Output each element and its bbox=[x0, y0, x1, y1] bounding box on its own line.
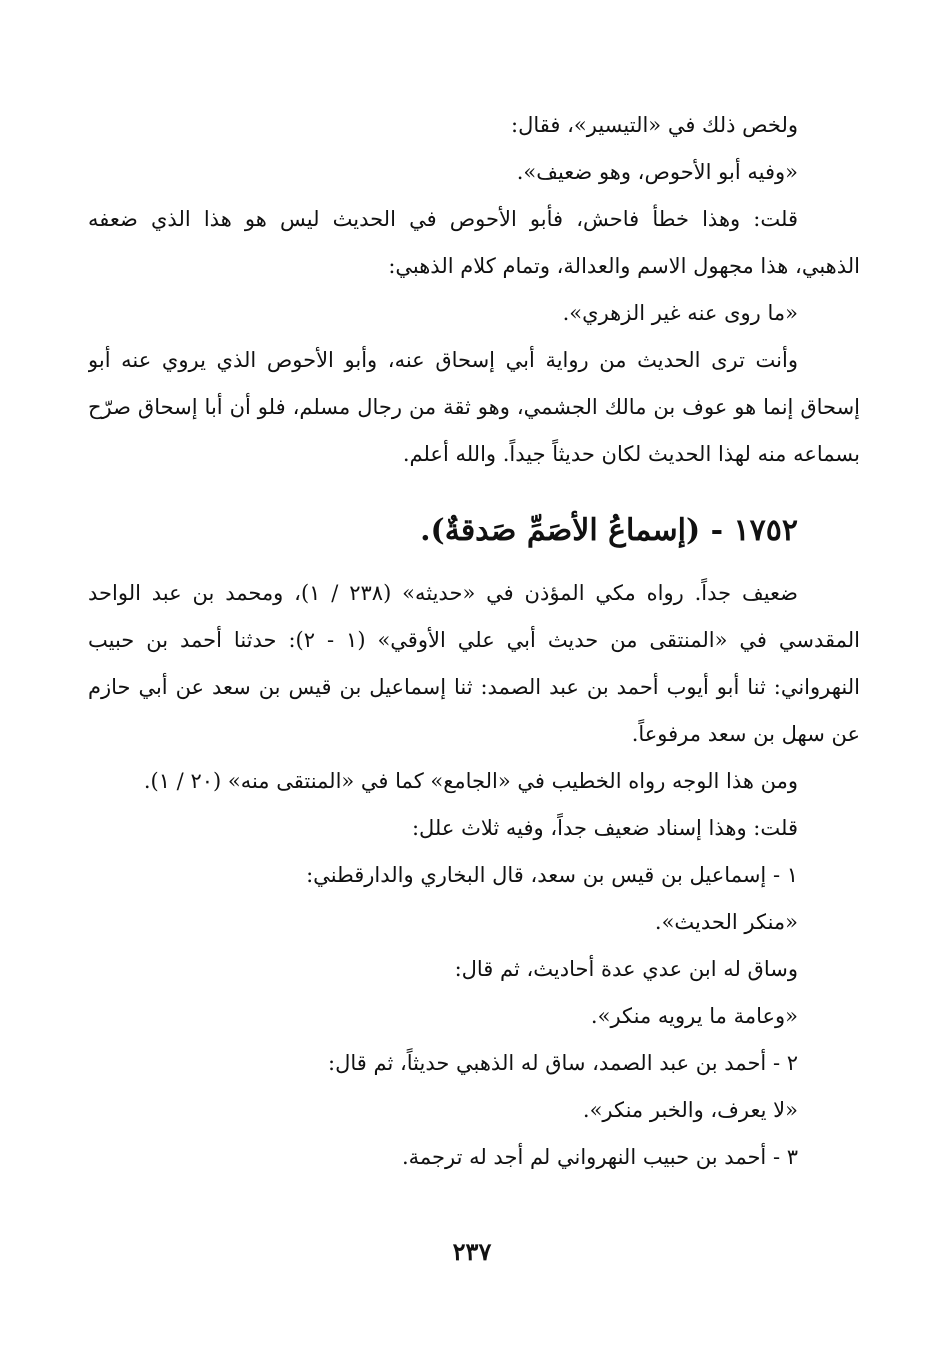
text-line: ٣ - أحمد بن حبيب النهرواني لم أجد له ترجمة. bbox=[401, 1145, 798, 1169]
page-body bbox=[88, 102, 860, 1181]
text-line: ضعيف جداً. رواه مكي المؤذن في «حديثه» (٢٣٨ / ١)، ومحمد بن عبد الواحد bbox=[88, 581, 798, 605]
text-line: بسماعه منه لهذا الحديث لكان حديثاً جيداً. والله أعلم. bbox=[402, 442, 860, 466]
text-line: الذهبي، هذا مجهول الاسم والعدالة، وتمام كلام الذهبي: bbox=[388, 254, 860, 278]
text-line: وأنت ترى الحديث من رواية أبي إسحاق عنه، وأبو الأحوص الذي يروي عنه أبو bbox=[88, 348, 798, 372]
section-before bbox=[88, 102, 860, 478]
text-line: عن سهل بن سعد مرفوعاً. bbox=[631, 722, 860, 746]
text-line: «لا يعرف، والخبر منكر». bbox=[582, 1098, 798, 1122]
text-line: «وعامة ما يرويه منكر». bbox=[590, 1004, 798, 1028]
text-line: «وفيه أبو الأحوص، وهو ضعيف». bbox=[516, 160, 798, 184]
text-line: «ما روى عنه غير الزهري». bbox=[562, 301, 798, 325]
section-after bbox=[88, 570, 860, 1181]
text-line: ومن هذا الوجه رواه الخطيب في «الجامع» كما في «المنتقى منه» (٢٠ / ١). bbox=[143, 769, 798, 793]
text-line: وساق له ابن عدي عدة أحاديث، ثم قال: bbox=[454, 957, 798, 981]
text-line: إسحاق إنما هو عوف بن مالك الجشمي، وهو ثقة من رجال مسلم، فلو أن أبا إسحاق صرّح bbox=[88, 395, 860, 419]
page-number: ٢٣٧ bbox=[452, 1237, 492, 1266]
text-line: المقدسي في «المنتقى من حديث أبي علي الأوقي» (١ - ٢): حدثنا أحمد بن حبيب bbox=[88, 628, 860, 652]
text-line: «منكر الحديث». bbox=[654, 910, 798, 934]
text-line: ١ - إسماعيل بن قيس بن سعد، قال البخاري والدارقطني: bbox=[306, 863, 798, 887]
hadith-heading: ١٧٥٢ - (إسماعُ الأصَمِّ صَدقةٌ). bbox=[420, 513, 798, 548]
text-line: قلت: وهذا إسناد ضعيف جداً، وفيه ثلاث علل: bbox=[411, 816, 798, 840]
text-line: النهرواني: ثنا أبو أيوب أحمد بن عبد الصمد: ثنا إسماعيل بن قيس بن سعد عن أبي حازم bbox=[88, 675, 860, 699]
text-line: قلت: وهذا خطأ فاحش، فأبو الأحوص في الحديث ليس هو هذا الذي ضعفه bbox=[88, 207, 798, 231]
text-line: ولخص ذلك في «التيسير»، فقال: bbox=[511, 113, 798, 137]
text-line: ٢ - أحمد بن عبد الصمد، ساق له الذهبي حديثاً، ثم قال: bbox=[328, 1051, 798, 1075]
